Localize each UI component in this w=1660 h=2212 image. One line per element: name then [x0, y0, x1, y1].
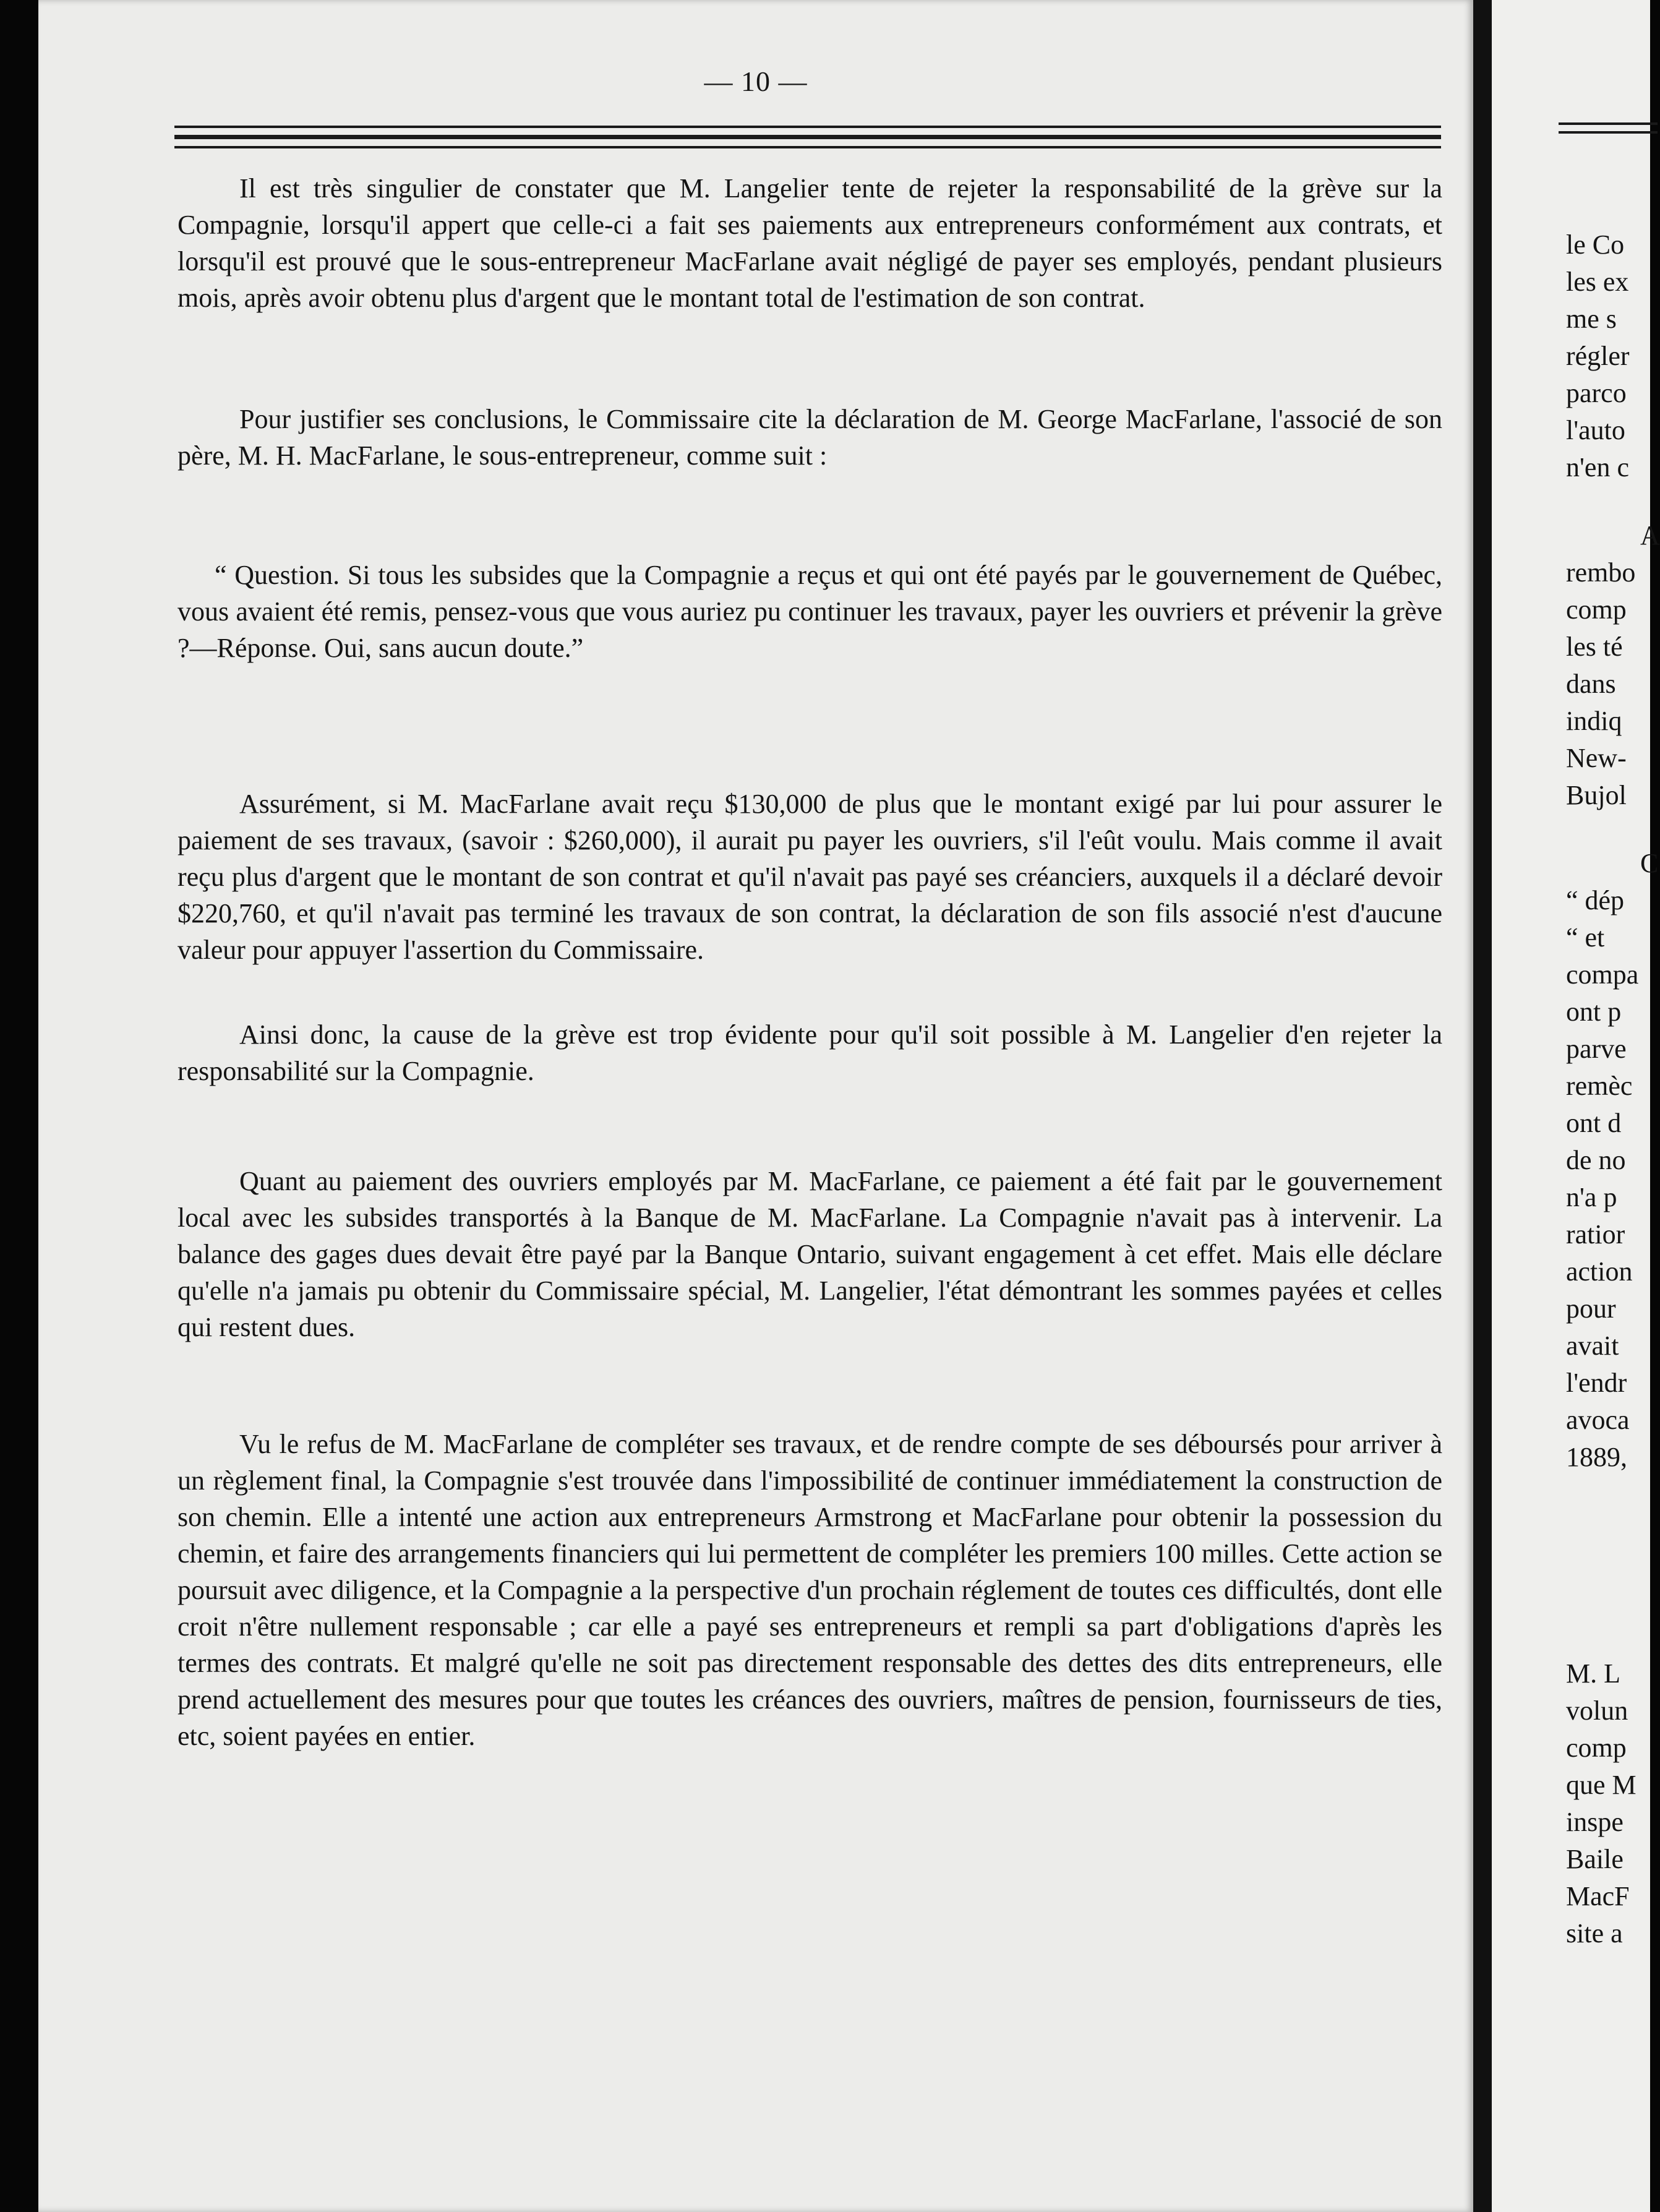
paragraph-6: Quant au paiement des ouvriers employés par M. MacFarlane, ce paiement a été fait par le gouvernement local avec les subsides transportés à la Banque de M. MacFarlane. La Compagnie n'avait pas à intervenir. La balance des gages dues devait être payé par la Banque Ontario, suivant engagement à cet effet. Mais elle déclare qu'elle n'a jamais pu obtenir du Commissaire spécial, M. Langelier, l'état démontrant les sommes payées et celles qui restent dues. — [178, 1166, 1442, 1342]
paragraph-2: Pour justifier ses conclusions, le Commissaire cite la déclaration de M. George MacFarlane, l'associé de son père, M. H. MacFarlane, le sous-entrepreneur, comme suit : — [178, 404, 1442, 471]
right-text-fragment: n'en c — [1566, 452, 1629, 482]
right-text-fragment: “ et — [1566, 922, 1605, 953]
page-number: — 10 — — [704, 66, 808, 97]
right-text-fragment: ratior — [1566, 1219, 1625, 1250]
right-text-fragment: comp — [1566, 1733, 1627, 1763]
right-text-fragment: action — [1566, 1256, 1633, 1287]
right-text-fragment: New- — [1566, 743, 1627, 773]
right-text-fragment: indiq — [1566, 706, 1622, 736]
paragraph-7: Vu le refus de M. MacFarlane de compléter ses travaux, et de rendre compte de ses déboursés pour arriver à un règlement final, la Compagnie s'est trouvée dans l'impossibilité de continuer immédiatement la construction de son chemin. Elle a intenté une action aux entrepreneurs Armstrong et MacFarlane pour obtenir la possession du chemin, et faire des arrangements financiers qui lui permettent de compléter les premiers 100 milles. Cette action se poursuit avec diligence, et la Compagnie a la perspective d'un prochain réglement de toutes ces difficultés, dont elle croit n'être nullement responsable ; car elle a payé ses entrepreneurs et rempli sa part d'obligations d'après les termes des contrats. Et malgré qu'elle ne soit pas directement responsable des dettes des dits entrepreneurs, elle prend actuellement des mesures pour que toutes les créances des ouvriers, maîtres de pension, fournisseurs de ties, etc, soient payées en entier. — [178, 1429, 1442, 1751]
right-text-fragment: site a — [1566, 1918, 1623, 1948]
right-text-fragment: comp — [1566, 594, 1627, 625]
right-text-fragment: Baile — [1566, 1844, 1624, 1874]
right-text-fragment: dans — [1566, 669, 1616, 699]
paragraph-5: Ainsi donc, la cause de la grève est trop évidente pour qu'il soit possible à M. Langelier d'en rejeter la responsabilité sur la Compagnie. — [178, 1019, 1442, 1086]
right-text-fragment: volun — [1566, 1695, 1628, 1726]
right-text-fragment: régler — [1566, 341, 1630, 371]
right-text-fragment: l'endr — [1566, 1368, 1627, 1398]
right-text-fragment: parve — [1566, 1034, 1627, 1064]
right-text-fragment: compa — [1566, 959, 1639, 990]
right-text-fragment: Bujol — [1566, 780, 1627, 810]
right-text-fragment: avoca — [1566, 1405, 1630, 1435]
right-text-fragment: pour — [1566, 1293, 1616, 1324]
left-page — [38, 0, 1473, 2212]
header-rule-middle — [174, 135, 1441, 139]
paragraph-3-quote: “ Question. Si tous les subsides que la Compagnie a reçus et qui ont été payés par le gouvernement de Québec, vous avaient été remis, pensez-vous que vous auriez pu continuer les travaux, payer les ouvriers et prévenir la grève ?—Réponse. Oui, sans aucun doute.” — [178, 560, 1442, 663]
right-text-fragment: me s — [1566, 304, 1617, 334]
right-text-fragment: parco — [1566, 378, 1627, 408]
right-text-fragment: le Co — [1566, 229, 1625, 260]
header-rule-top — [174, 126, 1441, 128]
right-header-rule — [1559, 131, 1658, 134]
right-text-fragment: rembo — [1566, 557, 1636, 588]
right-text-fragment: l'auto — [1566, 415, 1625, 445]
right-text-fragment: ont d — [1566, 1108, 1622, 1138]
header-rule-bottom — [174, 146, 1441, 148]
right-text-fragment: de no — [1566, 1145, 1626, 1175]
paragraph-1: Il est très singulier de constater que M. Langelier tente de rejeter la responsabilité de la grève sur la Compagnie, lorsqu'il appert que celle-ci a fait ses paiements aux entrepreneurs conformément aux contrats, et lorsqu'il est prouvé que le sous-entrepreneur MacFarlane avait négligé de payer ses employés, pendant plusieurs mois, après avoir obtenu plus d'argent que le montant total de l'estimation de son contrat. — [178, 173, 1442, 313]
right-text-fragment: ont p — [1566, 997, 1622, 1027]
right-text-fragment: avait — [1566, 1331, 1619, 1361]
right-text-fragment: inspe — [1566, 1807, 1624, 1837]
book-gutter — [1473, 0, 1492, 2212]
right-text-fragment: les ex — [1566, 267, 1629, 297]
right-text-fragment: que M — [1566, 1770, 1636, 1800]
right-page-edge — [1492, 0, 1660, 2212]
paragraph-4: Assurément, si M. MacFarlane avait reçu $130,000 de plus que le montant exigé par lui pour assurer le paiement de ses travaux, (savoir : $260,000), il aurait pu payer les ouvriers, s'il l'eût voulu. Mais comme il avait reçu plus d'argent que le montant de son contrat et qu'il n'avait pas payé ses créanciers, auxquels il a déclaré devoir $220,760, et qu'il n'avait pas terminé les travaux de son contrat, la déclaration de son fils associé n'est d'aucune valeur pour appuyer l'assertion du Commissaire. — [178, 789, 1442, 965]
right-text-fragment: remèc — [1566, 1071, 1633, 1101]
right-text-fragment: MacF — [1566, 1881, 1630, 1911]
right-text-fragment: 1889, — [1566, 1442, 1627, 1472]
right-text-fragment: “ dép — [1566, 885, 1625, 915]
right-text-fragment: A — [1640, 520, 1660, 551]
right-header-rule — [1559, 122, 1658, 125]
right-text-fragment: les té — [1566, 632, 1623, 662]
right-text-fragment: M. L — [1566, 1658, 1620, 1689]
right-text-fragment: n'a p — [1566, 1182, 1617, 1212]
right-text-fragment: C — [1640, 848, 1659, 878]
